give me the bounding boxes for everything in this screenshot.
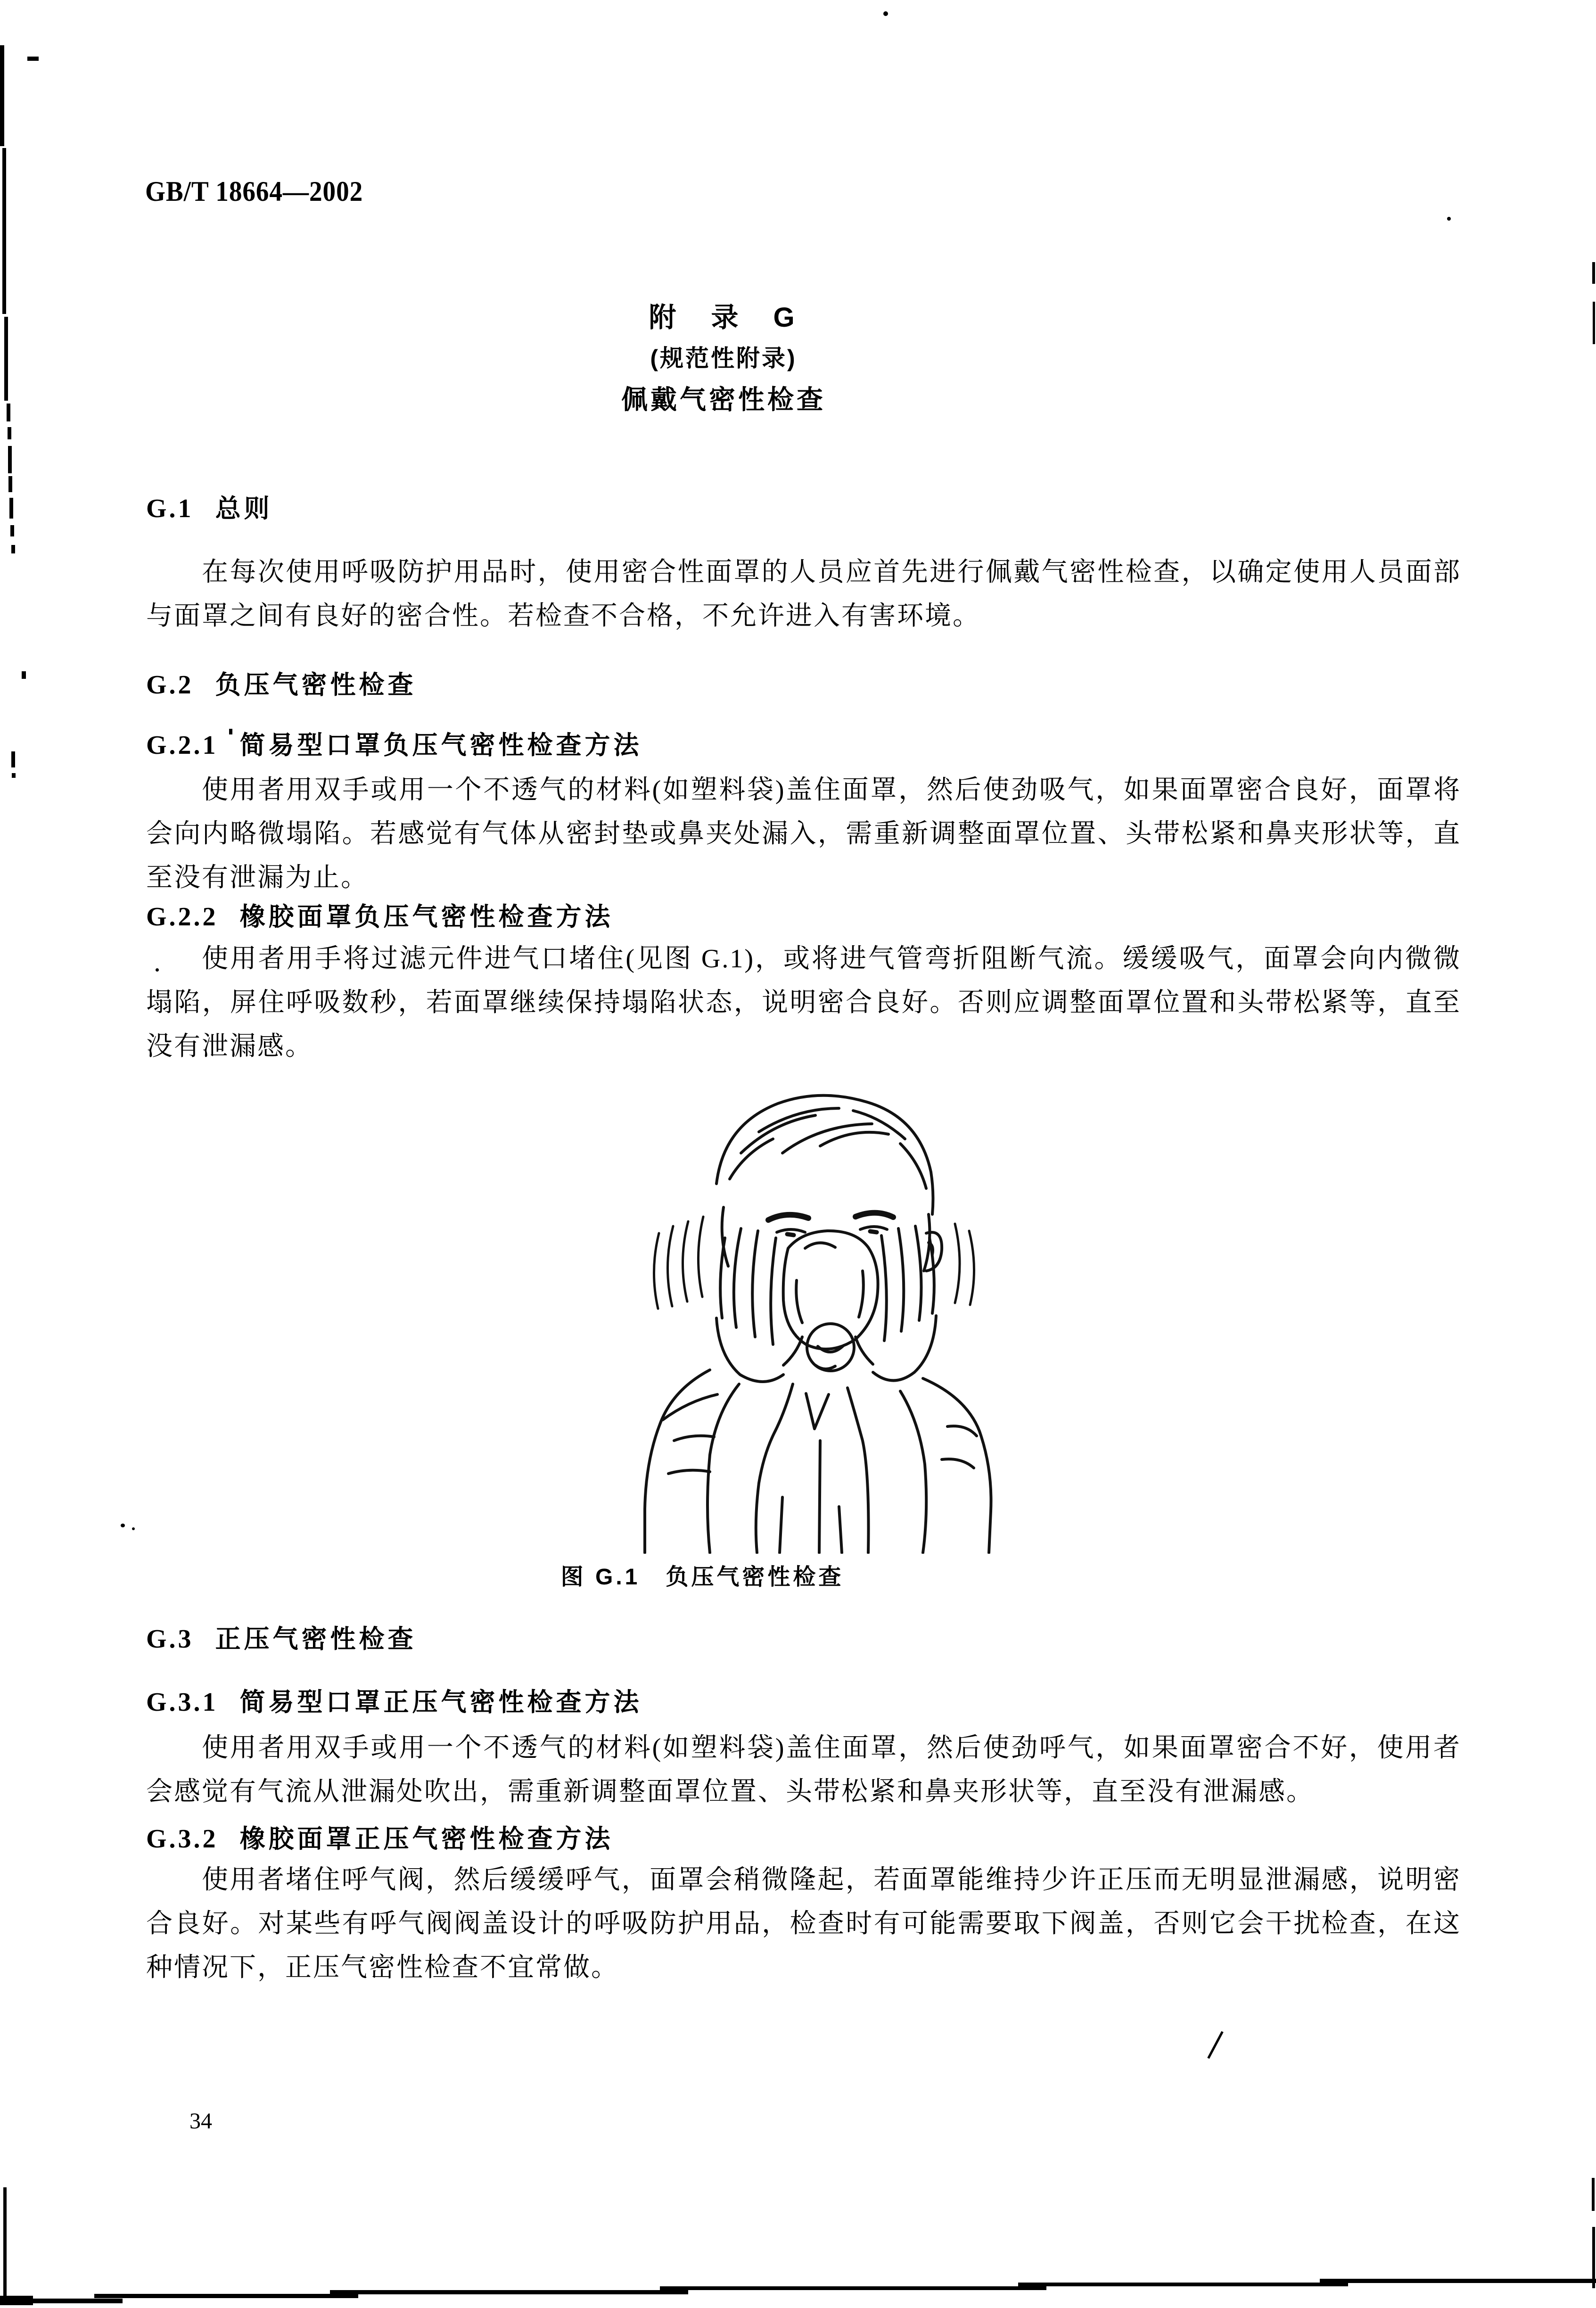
section-number: G.2 xyxy=(146,670,194,700)
scan-artifact xyxy=(4,317,8,401)
scan-artifact xyxy=(8,427,11,439)
scan-artifact xyxy=(8,476,12,492)
scan-artifact xyxy=(1592,2178,1595,2211)
scan-artifact xyxy=(229,729,232,734)
section-heading-g22 xyxy=(146,897,614,933)
scan-artifact xyxy=(0,45,4,146)
paragraph-g21: 使用者用双手或用一个不透气的材料(如塑料袋)盖住面罩，然后使劲吸气，如果面罩密合良好，面罩将会向内略微塌陷。若感觉有气体从密封垫或鼻夹处漏入，需重新调整面罩位置、头带松紧和鼻夹形状等，直至没有泄漏为止。 xyxy=(146,775,1461,892)
section-heading-g21 xyxy=(146,725,642,761)
scan-artifact xyxy=(1018,2283,1348,2286)
section-title: 正压气密性检查 xyxy=(215,1625,417,1653)
scan-artifact xyxy=(12,773,16,778)
section-title: 简易型口罩负压气密性检查方法 xyxy=(239,731,642,759)
paragraph-g31: 使用者用双手或用一个不透气的材料(如塑料袋)盖住面罩，然后使劲呼气，如果面罩密合不好，使用者会感觉有气流从泄漏处吹出，需重新调整面罩位置、头带松紧和鼻夹形状等，直至没有泄漏感。 xyxy=(146,1733,1461,1806)
section-heading-g3 xyxy=(146,1619,417,1655)
scan-artifact xyxy=(1447,217,1451,221)
section-heading-g32 xyxy=(146,1819,614,1855)
scan-artifact xyxy=(3,2187,7,2299)
section-heading-g1 xyxy=(146,488,273,525)
scan-artifact xyxy=(1592,262,1595,284)
appendix-title-line3: 佩戴气密性检查 xyxy=(621,385,826,414)
appendix-title-line1: 附 录 G xyxy=(649,302,798,333)
scan-artifact xyxy=(0,2299,123,2303)
paragraph-g32: 使用者堵住呼气阀，然后缓缓呼气，面罩会稍微隆起，若面罩能维持少许正压而无明显泄漏感，说明密合良好。对某些有呼气阀阀盖设计的呼吸防护用品，检查时有可能需要取下阀盖，否则它会干扰检查，在这种情况下，正压气密性检查不宜常做。 xyxy=(146,1865,1461,1982)
scan-artifact xyxy=(660,2286,1046,2290)
figure-caption: 图 G.1 负压气密性检查 xyxy=(560,1565,844,1590)
section-title: 简易型口罩正压气密性检查方法 xyxy=(239,1688,642,1716)
section-title: 负压气密性检查 xyxy=(215,671,417,699)
scan-artifact xyxy=(121,1524,125,1527)
standard-code: GB/T 18664—2002 xyxy=(145,176,363,207)
scan-artifact xyxy=(11,751,15,767)
scan-artifact xyxy=(27,57,39,61)
section-number: G.3.1 xyxy=(146,1688,218,1717)
section-title: 橡胶面罩正压气密性检查方法 xyxy=(239,1825,614,1853)
scan-artifact xyxy=(132,1527,135,1530)
section-heading-g2 xyxy=(146,665,417,701)
section-number: G.3 xyxy=(146,1624,194,1654)
scan-artifact xyxy=(156,968,159,972)
scan-artifact xyxy=(94,2294,358,2298)
scan-artifact xyxy=(330,2290,688,2294)
scan-artifact xyxy=(1320,2279,1596,2283)
section-number: G.1 xyxy=(146,494,194,523)
section-number: G.2.1 xyxy=(146,731,218,760)
section-number: G.2.2 xyxy=(146,902,218,931)
paragraph-g1: 在每次使用呼吸防护用品时，使用密合性面罩的人员应首先进行佩戴气密性检查，以确定使用人员面部与面罩之间有良好的密合性。若检查不合格，不允许进入有害环境。 xyxy=(146,558,1461,631)
scan-artifact xyxy=(10,525,14,536)
scan-artifact xyxy=(9,498,13,519)
scan-artifact xyxy=(22,671,26,679)
scan-artifact xyxy=(2,148,6,314)
page-number: 34 xyxy=(189,2109,212,2134)
appendix-title-line2: (规范性附录) xyxy=(650,345,797,371)
scan-artifact xyxy=(11,545,15,553)
figure-g1 xyxy=(617,1082,995,1554)
section-heading-g31 xyxy=(146,1682,642,1718)
scan-artifact xyxy=(7,404,10,421)
scan-artifact xyxy=(1593,302,1595,344)
negative-pressure-check-illustration xyxy=(617,1082,995,1554)
section-title: 总则 xyxy=(215,495,273,523)
scan-artifact xyxy=(1207,2031,1223,2059)
paragraph-g22: 使用者用手将过滤元件进气口堵住(见图 G.1)，或将进气管弯折阻断气流。缓缓吸气，面罩会向内微微塌陷，屏住呼吸数秒，若面罩继续保持塌陷状态，说明密合良好。否则应调整面罩位置和头带松紧等，直至没有泄漏感。 xyxy=(146,944,1461,1061)
section-title: 橡胶面罩负压气密性检查方法 xyxy=(239,903,614,931)
scan-artifact xyxy=(883,11,888,16)
section-number: G.3.2 xyxy=(146,1824,218,1854)
scan-artifact xyxy=(8,446,12,473)
